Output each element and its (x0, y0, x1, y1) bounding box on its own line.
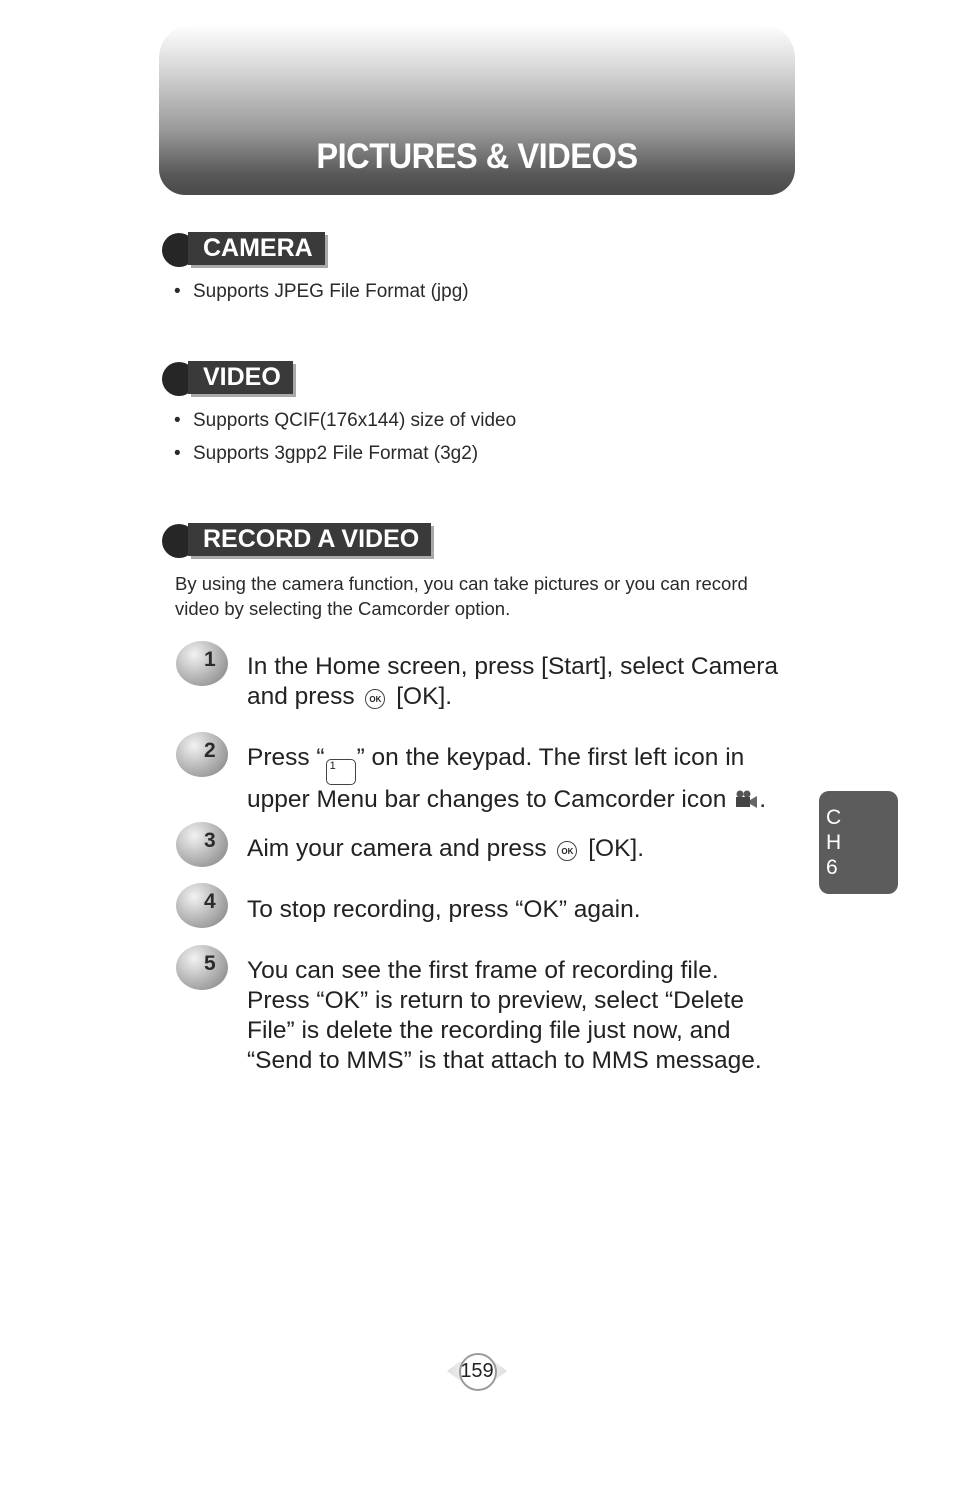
section-label: VIDEO (188, 361, 293, 394)
step-5-text: You can see the first frame of recording file. Press “OK” is return to preview, select “Delete File” is delete the recording file just now, and “Send to MMS” is that attach to MMS message. (247, 957, 762, 1074)
step-number: 2 (204, 739, 216, 762)
step-badge-1 (176, 641, 232, 686)
camcorder-icon (733, 789, 759, 809)
step-number: 5 (204, 952, 216, 975)
step-number: 1 (204, 648, 216, 671)
page-title: PICTURES & VIDEOS (316, 137, 638, 176)
step-1-text: In the Home screen, press [Start], select Camera and press OK [OK]. (247, 653, 779, 710)
ok-key-icon: OK (557, 841, 577, 861)
step-number: 4 (204, 890, 216, 913)
chapter-tab: C H 6 (819, 791, 898, 894)
step-badge-4 (176, 883, 232, 928)
video-bullet-2: • Supports 3gpp2 File Format (3g2) (174, 443, 478, 465)
keypad-1-icon: 1 (326, 759, 356, 785)
page-number: 159 (460, 1360, 494, 1382)
step-badge-2 (176, 732, 232, 777)
step-4-text: To stop recording, press “OK” again. (247, 896, 641, 923)
section-label: RECORD A VIDEO (188, 523, 431, 556)
step-badge-5 (176, 945, 232, 990)
section-label: CAMERA (188, 232, 325, 265)
page-number-badge (446, 1353, 508, 1389)
step-badge-3 (176, 822, 232, 867)
ok-key-icon: OK (365, 689, 385, 709)
video-bullet-1: • Supports QCIF(176x144) size of video (174, 410, 516, 432)
record-video-intro (175, 571, 815, 621)
step-3-text: Aim your camera and press OK [OK]. (247, 835, 645, 862)
step-number: 3 (204, 829, 216, 852)
step-2-text: Press “ 1 ” on the keypad. The first left icon in upper Menu bar changes to Camcorder icon . (247, 744, 767, 813)
intro-line: video by selecting the Camcorder option. (175, 598, 511, 619)
intro-line: By using the camera function, you can take pictures or you can record (175, 573, 748, 594)
camera-bullet-1: • Supports JPEG File Format (jpg) (174, 281, 469, 303)
